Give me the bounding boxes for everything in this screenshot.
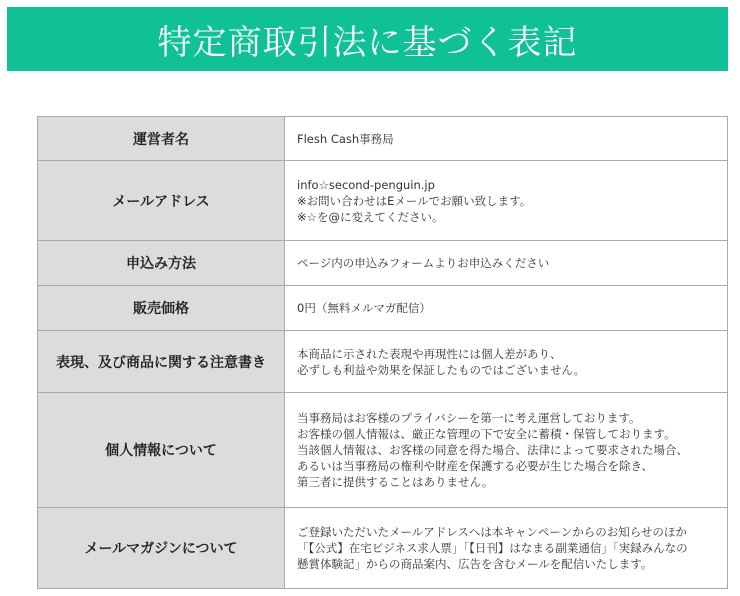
row-label-newsletter: メールマガジンについて xyxy=(38,508,285,589)
row-label-privacy: 個人情報について xyxy=(38,393,285,508)
value-line: ページ内の申込みフォームよりお申込みください xyxy=(297,256,550,270)
value-line: ご登録いただいたメールアドレスへは本キャンペーンからのお知らせのほか xyxy=(297,525,687,539)
value-line: 懸賞体験記」からの商品案内、広告を含むメールを配信いたします。 xyxy=(297,557,653,571)
table-row-newsletter xyxy=(38,508,728,589)
table-row-email xyxy=(38,161,728,241)
table-row-privacy xyxy=(38,393,728,508)
row-label-disclaimer: 表現、及び商品に関する注意書き xyxy=(38,331,285,393)
row-value-disclaimer xyxy=(285,331,728,393)
value-line: あるいは当事務局の権利や財産を保護する必要が生じた場合を除き、 xyxy=(297,459,654,473)
value-line: 第三者に提供することはありません。 xyxy=(297,475,494,489)
row-value-application xyxy=(285,241,728,286)
row-label-operator: 運営者名 xyxy=(38,117,285,161)
value-line: 「【公式】在宅ビジネス求人票」「【日刊】はなまる副業通信」「実録みんなの xyxy=(297,541,688,555)
row-label-email: メールアドレス xyxy=(38,161,285,241)
value-line: お客様の個人情報は、厳正な管理の下で安全に蓄積・保管しております。 xyxy=(297,427,676,441)
value-line: ※お問い合わせはEメールでお願い致します。 xyxy=(297,193,532,208)
row-value-email xyxy=(285,161,728,241)
value-line: 当事務局はお客様のプライバシーを第一に考え運営しております。 xyxy=(297,411,641,425)
table-row-disclaimer xyxy=(38,331,728,393)
value-line: 必ずしも利益や効果を保証したものではございません。 xyxy=(297,362,586,377)
value-line: 当該個人情報は、お客様の同意を得た場合、法律によって要求された場合、 xyxy=(297,443,688,457)
value-line: Flesh Cash事務局 xyxy=(297,131,394,146)
row-value-privacy xyxy=(285,393,728,508)
page-title: 特定商取引法に基づく表記 xyxy=(157,22,578,63)
value-line: info☆second-penguin.jp xyxy=(297,177,435,192)
table-row-price xyxy=(38,286,728,331)
title-banner xyxy=(7,7,728,71)
value-line: ※☆を@に変えてください。 xyxy=(297,209,444,224)
table-row-application xyxy=(38,241,728,286)
row-value-operator xyxy=(285,117,728,161)
legal-info-table xyxy=(37,116,728,589)
row-label-application: 申込み方法 xyxy=(38,241,285,286)
row-label-price: 販売価格 xyxy=(38,286,285,331)
row-value-newsletter xyxy=(285,508,728,589)
value-line: 本商品に示された表現や再現性には個人差があり、 xyxy=(297,346,562,361)
row-value-price xyxy=(285,286,728,331)
value-line: 0円（無料メルマガ配信） xyxy=(297,301,431,315)
table-row-operator xyxy=(38,117,728,161)
